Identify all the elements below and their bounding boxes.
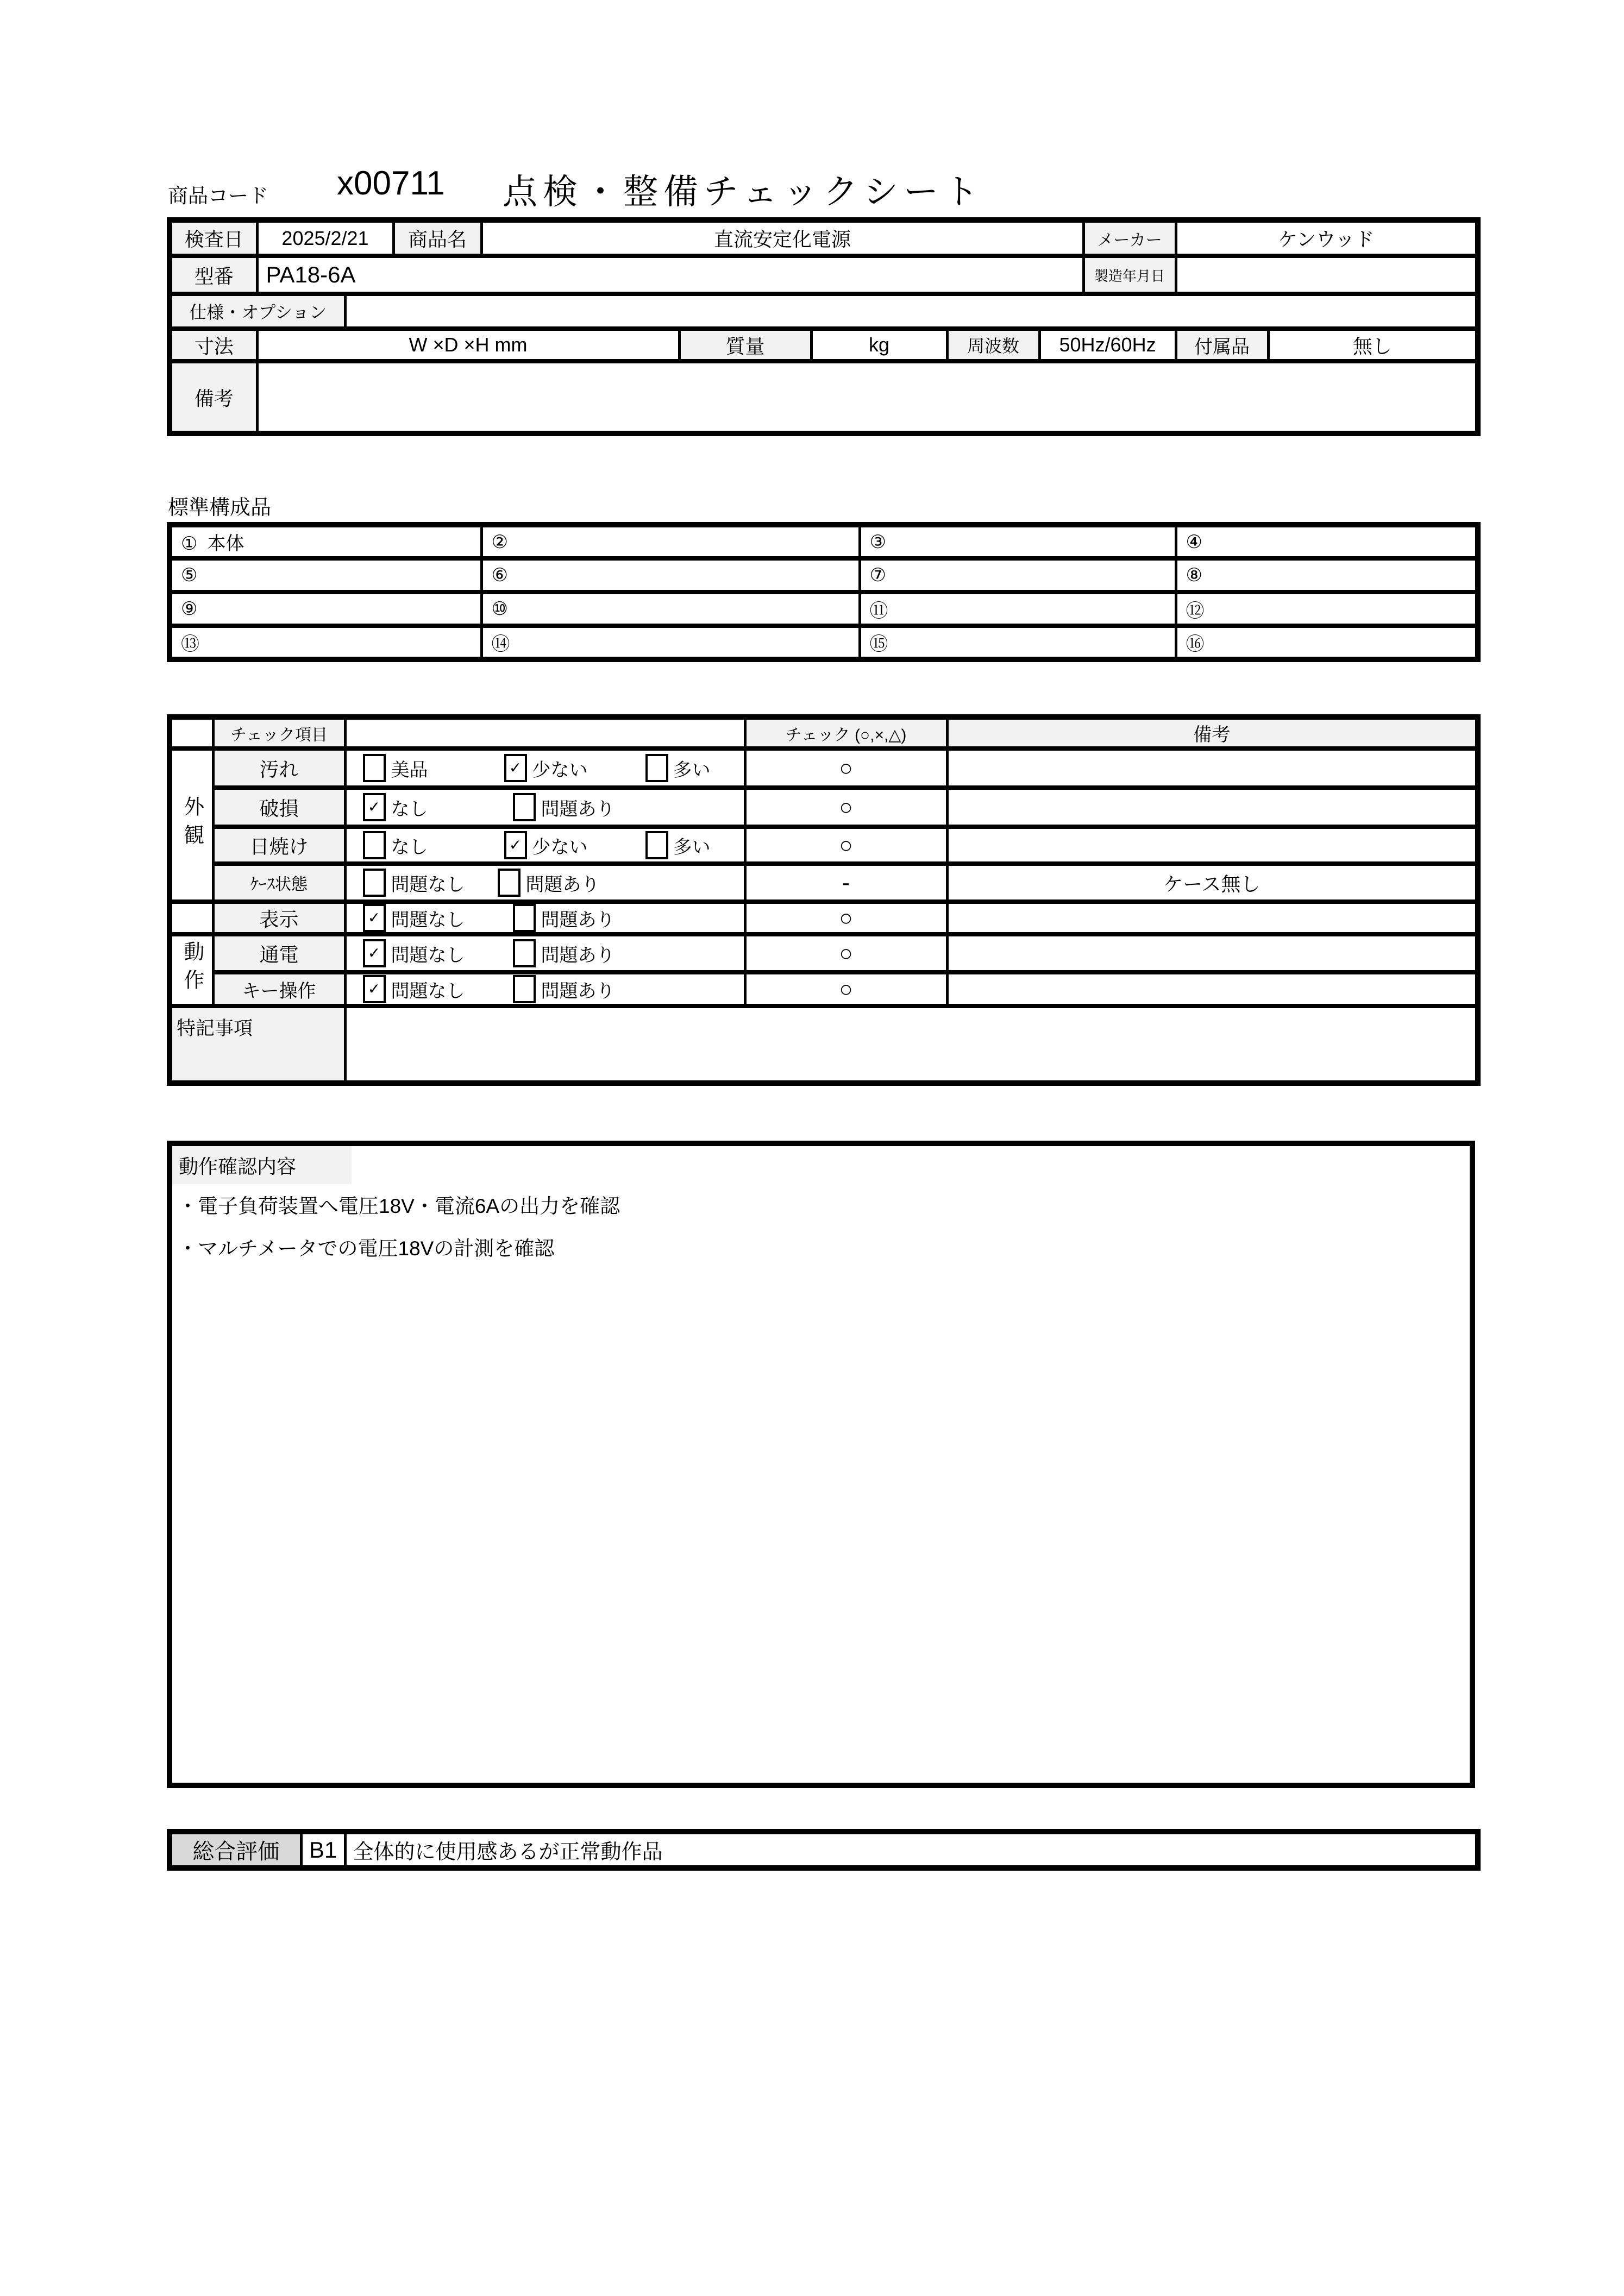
checkbox-icon[interactable] <box>513 975 536 1003</box>
components-table <box>167 522 1481 662</box>
check-row-dirt <box>170 748 1478 788</box>
checkbox-icon[interactable] <box>645 831 668 859</box>
component-number: ④ <box>1186 531 1202 552</box>
check-remark <box>947 788 1478 827</box>
check-options-cell <box>345 788 745 827</box>
checkbox-icon[interactable] <box>513 793 536 821</box>
check-item-label: 日焼け <box>213 827 345 864</box>
check-mark: ✓ <box>367 909 381 926</box>
special-notes-value <box>345 1006 1478 1083</box>
component-cell <box>860 525 1176 558</box>
inspection-date-label: 検査日 <box>170 220 257 256</box>
component-name: 本体 <box>207 533 244 554</box>
components-row <box>170 558 1478 592</box>
components-row <box>170 626 1478 659</box>
checkbox-icon[interactable] <box>363 869 386 897</box>
component-number: ⑬ <box>181 634 199 655</box>
mfg-date-value <box>1176 256 1478 294</box>
component-cell <box>1176 626 1478 659</box>
remarks-label: 備考 <box>170 361 257 433</box>
frequency-value: 50Hz/60Hz <box>1039 329 1176 361</box>
operation-check-label: 動作確認内容 <box>172 1146 352 1184</box>
check-options-cell <box>345 748 745 788</box>
check-remark <box>947 748 1478 788</box>
info-row-4 <box>170 329 1478 361</box>
checkbox-icon[interactable] <box>645 754 668 782</box>
check-remark: ケース無し <box>947 864 1478 902</box>
check-remark <box>947 827 1478 864</box>
component-number: ⑨ <box>181 599 198 619</box>
check-table <box>167 714 1481 1086</box>
component-number: ① <box>181 533 198 554</box>
component-cell <box>1176 592 1478 626</box>
check-row-damage <box>170 788 1478 827</box>
check-result: ○ <box>745 972 947 1006</box>
component-number: ③ <box>869 531 886 552</box>
overall-evaluation-label: 総合評価 <box>170 1832 301 1868</box>
operation-check-box <box>167 1141 1475 1788</box>
checkbox-option[interactable]: 問題あり <box>513 904 615 932</box>
check-mark: ✓ <box>367 798 381 815</box>
check-row-power <box>170 934 1478 972</box>
component-number: ⑦ <box>869 565 886 586</box>
checkbox-option[interactable]: ✓ 少ない <box>504 831 645 859</box>
components-section-title: 標準構成品 <box>168 496 272 519</box>
maker-label: メーカー <box>1083 220 1176 256</box>
check-mark: ✓ <box>509 836 522 853</box>
check-header-row <box>170 717 1478 748</box>
check-row-case <box>170 864 1478 902</box>
remarks-value <box>257 361 1478 433</box>
special-notes-row <box>170 1006 1478 1083</box>
components-row <box>170 525 1478 558</box>
component-cell <box>481 525 860 558</box>
component-cell <box>1176 558 1478 592</box>
group-operation-label: 動作 <box>170 934 213 1006</box>
checkbox-option[interactable]: 美品 <box>363 754 504 782</box>
checkbox-option[interactable]: 問題あり <box>513 939 615 967</box>
checkbox-icon[interactable] <box>363 904 386 932</box>
operation-check-line: ・電子負荷装置へ電圧18V・電流6Aの出力を確認 <box>178 1195 620 1217</box>
check-item-label: 破損 <box>213 788 345 827</box>
component-cell <box>860 592 1176 626</box>
product-info-table <box>167 217 1481 436</box>
check-mark: ✓ <box>509 759 522 776</box>
checkbox-icon[interactable] <box>363 939 386 967</box>
check-row-display <box>170 902 1478 934</box>
check-remark <box>947 934 1478 972</box>
component-number: ② <box>491 531 508 552</box>
component-number: ⑩ <box>491 599 508 619</box>
checkbox-option[interactable]: 多い <box>645 831 711 859</box>
check-header-remark: 備考 <box>947 717 1478 748</box>
checkbox-icon[interactable] <box>513 904 536 932</box>
check-remark <box>947 902 1478 934</box>
group-empty-cell <box>170 902 213 934</box>
checkbox-option[interactable]: ✓ 少ない <box>504 754 645 782</box>
accessories-label: 付属品 <box>1176 329 1268 361</box>
component-number: ⑤ <box>181 565 198 586</box>
product-name-value: 直流安定化電源 <box>481 220 1083 256</box>
checkbox-option[interactable]: ✓ なし <box>363 793 513 821</box>
check-options-cell <box>345 934 745 972</box>
checkbox-icon[interactable] <box>363 754 386 782</box>
model-value: PA18-6A <box>257 256 1083 294</box>
model-label: 型番 <box>170 256 257 294</box>
checkbox-option[interactable]: ✓ 問題なし <box>363 939 513 967</box>
check-options-cell <box>345 902 745 934</box>
overall-comment: 全体的に使用感あるが正常動作品 <box>345 1832 1478 1868</box>
overall-evaluation-row <box>170 1832 1478 1868</box>
checkbox-icon[interactable] <box>363 975 386 1003</box>
checkbox-option[interactable]: なし <box>363 831 504 859</box>
check-mark: ✓ <box>367 945 381 961</box>
checkbox-icon[interactable] <box>504 831 527 859</box>
check-mark: ✓ <box>367 980 381 997</box>
dimensions-label: 寸法 <box>170 329 257 361</box>
checkbox-option[interactable]: 問題あり <box>498 869 600 897</box>
special-notes-label: 特記事項 <box>170 1006 345 1083</box>
product-code-value: x00711 <box>337 165 445 202</box>
component-number: ⑫ <box>1186 600 1205 621</box>
checkbox-option[interactable]: 多い <box>645 754 711 782</box>
check-options-cell <box>345 972 745 1006</box>
component-cell <box>170 626 481 659</box>
check-item-label: キー操作 <box>213 972 345 1006</box>
info-row-3 <box>170 294 1478 329</box>
check-row-sunfade <box>170 827 1478 864</box>
component-cell <box>481 558 860 592</box>
dimensions-value: W ×D ×H mm <box>257 329 679 361</box>
check-header-result: チェック (○,×,△) <box>745 717 947 748</box>
checkbox-option[interactable]: 問題あり <box>513 793 615 821</box>
check-header-corner <box>170 717 213 748</box>
checkbox-icon[interactable] <box>513 939 536 967</box>
operation-check-line: ・マルチメータでの電圧18Vの計測を確認 <box>178 1237 555 1260</box>
check-options-cell <box>345 864 745 902</box>
component-cell <box>170 525 481 558</box>
component-cell <box>170 592 481 626</box>
spec-option-value <box>345 294 1478 329</box>
inspection-date-value: 2025/2/21 <box>257 220 393 256</box>
check-result: ○ <box>745 934 947 972</box>
group-appearance-label: 外観 <box>170 748 213 902</box>
check-item-label: 表示 <box>213 902 345 934</box>
component-cell <box>481 592 860 626</box>
component-number: ⑯ <box>1186 634 1205 655</box>
accessories-value: 無し <box>1268 329 1478 361</box>
component-cell <box>170 558 481 592</box>
check-row-keys <box>170 972 1478 1006</box>
checkbox-option[interactable]: ✓ 問題なし <box>363 904 513 932</box>
component-number: ⑮ <box>869 634 888 655</box>
overall-grade: B1 <box>301 1832 345 1868</box>
info-row-remarks <box>170 361 1478 433</box>
check-result: ○ <box>745 748 947 788</box>
component-cell <box>860 558 1176 592</box>
components-row <box>170 592 1478 626</box>
checkbox-option[interactable]: ✓ 問題なし <box>363 975 513 1003</box>
check-result: ○ <box>745 827 947 864</box>
product-name-label: 商品名 <box>393 220 481 256</box>
checkbox-option[interactable]: 問題なし <box>363 869 498 897</box>
mass-label: 質量 <box>679 329 811 361</box>
component-number: ⑭ <box>491 634 510 655</box>
check-result: ○ <box>745 788 947 827</box>
checkbox-option[interactable]: 問題あり <box>513 975 615 1003</box>
component-number: ⑪ <box>869 600 888 621</box>
check-remark <box>947 972 1478 1006</box>
frequency-label: 周波数 <box>947 329 1039 361</box>
checkbox-icon[interactable] <box>363 793 386 821</box>
overall-evaluation-table <box>167 1829 1481 1871</box>
component-cell <box>1176 525 1478 558</box>
mass-value: kg <box>811 329 947 361</box>
operation-check-lines <box>178 1185 620 1270</box>
check-result: - <box>745 864 947 902</box>
check-item-label: ｹｰｽ状態 <box>213 864 345 902</box>
component-number: ⑧ <box>1186 565 1202 586</box>
product-code-label: 商品コード <box>168 185 268 207</box>
check-result: ○ <box>745 902 947 934</box>
checkbox-icon[interactable] <box>498 869 521 897</box>
check-item-label: 通電 <box>213 934 345 972</box>
component-number: ⑥ <box>491 565 508 586</box>
checkbox-icon[interactable] <box>504 754 527 782</box>
checkbox-icon[interactable] <box>363 831 386 859</box>
component-cell <box>860 626 1176 659</box>
check-header-options <box>345 717 745 748</box>
sheet-title: 点検・整備チェックシート <box>503 172 985 211</box>
info-row-1 <box>170 220 1478 256</box>
check-item-label: 汚れ <box>213 748 345 788</box>
spec-option-label: 仕様・オプション <box>170 294 345 329</box>
maker-value: ケンウッド <box>1176 220 1478 256</box>
check-options-cell <box>345 827 745 864</box>
component-cell <box>481 626 860 659</box>
mfg-date-label: 製造年月日 <box>1083 256 1176 294</box>
info-row-2 <box>170 256 1478 294</box>
check-header-item: チェック項目 <box>213 717 345 748</box>
